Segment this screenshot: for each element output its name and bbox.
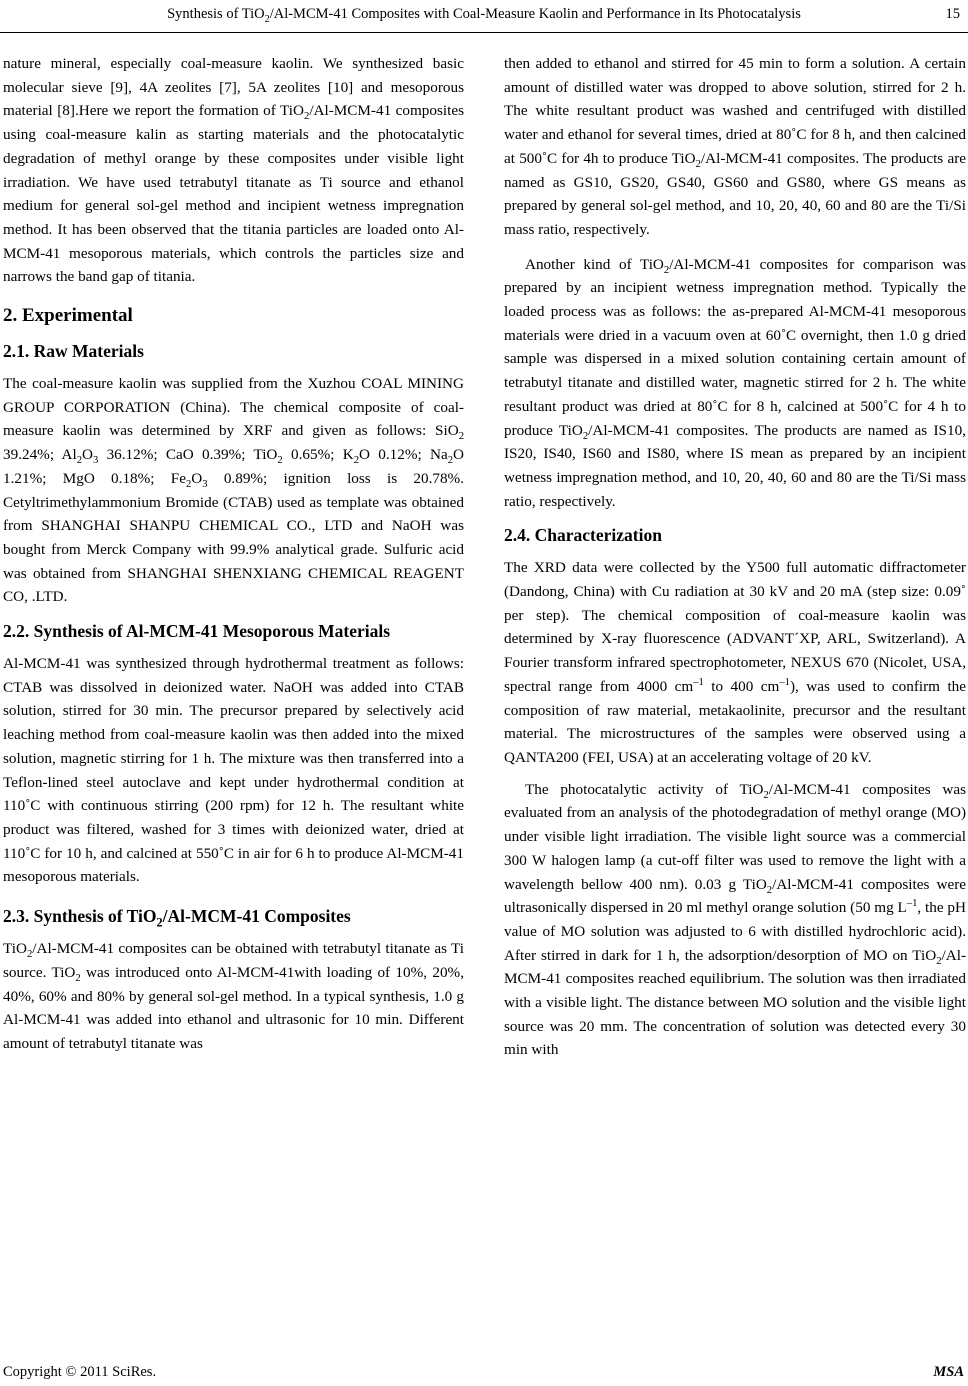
subsection-heading-raw-materials: 2.1. Raw Materials bbox=[3, 341, 144, 362]
page-footer bbox=[0, 1364, 968, 1384]
impregnation-method-paragraph: Another kind of TiO$_2$/Al-MCM-41 composites for comparison was prepared by an incipient wetness impregnation method. Typically the loaded process was as follows: the as-prepared Al-MCM-41 mesoporous materials were dried in a vacuum oven at 60˚C overnight, then 1.0 g dried sample was dispersed in a mixed solution containing certain amount of tetrabutyl titanate and distilled water, magnetic stirred for 2 h. The white resultant product was dried at 80˚C for 8 h, calcined at 500˚C for 4 h to produce TiO$_2$/Al-MCM-41 composites. The products are named as IS10, IS20, IS40, IS60 and IS80, where IS mean as prepared by an incipient wetness impregnation method, and 10, 20, 40, 60 and 80 are the Ti/Si mass ratio, respectively. bbox=[504, 255, 966, 510]
page-number: 15 bbox=[945, 6, 960, 22]
running-header bbox=[0, 6, 968, 28]
header-rule bbox=[0, 32, 968, 33]
right-column bbox=[504, 52, 966, 1062]
photocatalytic-activity-paragraph: The photocatalytic activity of TiO$_2$/Al-MCM-41 composites was evaluated from an analysis of the photodegradation of methyl orange (MO) under visible light irradiation. The visible light source was a commercial 300 W halogen lamp (a cut-off filter was used to remove the light with a wavelength bellow 400 nm). 0.03 g TiO$_2$/Al-MCM-41 composites were ultrasonically dispersed in 20 ml methyl orange solution (50 mg $L^{-1}$, the pH value of MO solution was adjusted to 6 with distilled hydrochloric acid). After stirred in dark for 1 h, the adsorption/desorption of MO on TiO$_2$/Al-MCM-41 composites reached equilibrium. The solution was then irradiated with a visible light. The distance between MO solution and the visible light source was 20 mm. The concentration of solution was detected every 30 min with bbox=[504, 780, 966, 1059]
journal-abbreviation: MSA bbox=[933, 1364, 964, 1380]
section-heading-experimental: 2. Experimental bbox=[3, 305, 133, 327]
running-title: Synthesis of TiO$_2$/Al-MCM-41 Composites with Coal-Measure Kaolin and Performance in Its Photocatalysis bbox=[167, 6, 801, 25]
intro-paragraph: nature mineral, especially coal-measure kaolin. We synthesized basic molecular sieve [9], 4A zeolites [7], 5A zeolites [10] and mesoporous material [8].Here we report the formation of TiO$_2$/Al-MCM-41 composites using coal-measure kalin as starting materials and the photocatalytic degradation of methyl orange by these composites under visible light irradiation. We have used tetrabutyl titanate as Ti source and ethanol medium for general sol-gel method and incipient wetness impregnation method. It has been observed that the titania particles are loaded onto Al-MCM-41 mesoporous materials, which controls the particles size and narrows the band gap of titania. bbox=[3, 55, 464, 286]
subsection-heading-composites-synthesis: 2.3. Synthesis of TiO$_2$/Al-MCM-41 Composites bbox=[3, 906, 351, 930]
composites-synthesis-continued-paragraph: then added to ethanol and stirred for 45 min to form a solution. A certain amount of distilled water was dropped to above solution, stirred for 2 h. The white resultant product was washed and centrifuged with distilled water and ethanol for several times, dried at 80˚C for 8 h, and then calcined at 500˚C for 4h to produce TiO$_2$/Al-MCM-41 composites. The products are named as GS10, GS20, GS40, GS60 and GS80, where GS means as prepared by general sol-gel method, and 10, 20, 40, 60 and 80 are the Ti/Si mass ratio, respectively. bbox=[504, 55, 966, 238]
al-mcm-41-synthesis-paragraph: Al-MCM-41 was synthesized through hydrothermal treatment as follows: CTAB was dissolved in deionized water. NaOH was added into CTAB solution, stirred for 30 min. The precursor prepared by selectively acid leaching method from coal-measure kaolin was then added into the mixed solution, magnetic stirring for 1 h. The mixture was then transferred into a Teflon-lined steel autoclave and kept under hydrothermal condition at 110˚C with continuous stirring (200 rpm) for 12 h. The resultant white product was filtered, washed for 3 times with deionized water, dried at 110˚C for 10 h, and calcined at 550˚C in air for 6 h to produce Al-MCM-41 mesoporous materials. bbox=[3, 655, 464, 886]
characterization-paragraph: The XRD data were collected by the Y500 full automatic diffractometer (Dandong, China) with Cu radiation at 30 kV and 20 mA (step size: 0.09˚ per step). The chemical composition of coal-measure kaolin was determined by X-ray fluorescence (ADVANT´XP, ARL, Switzerland). A Fourier transform infrared spectrophotometer, NEXUS 670 (Nicolet, USA, spectral range from 4000 $cm^{-1}$ to 400 $cm^{-1}$), was used to confirm the composition of raw material, metakaolinite, precursor and the resultant material. The microstructures of the samples were observed using a QANTA200 (FEI, USA) at an accelerating voltage of 20 kV. bbox=[504, 559, 967, 766]
subsection-heading-characterization: 2.4. Characterization bbox=[504, 525, 662, 546]
copyright-notice: Copyright © 2011 SciRes. bbox=[3, 1364, 157, 1380]
left-column bbox=[3, 52, 464, 1056]
composites-synthesis-paragraph: TiO$_2$/Al-MCM-41 composites can be obtained with tetrabutyl titanate as Ti source. TiO$_2$ was introduced onto Al-MCM-41with loading of 10%, 20%, 40%, 60% and 80% by general sol-gel method. In a typical synthesis, 1.0 g Al-MCM-41 was added into ethanol and ultrasonic for 10 min. Different amount of tetrabutyl titanate was bbox=[3, 940, 464, 1052]
subsection-heading-al-mcm-41-synthesis: 2.2. Synthesis of Al-MCM-41 Mesoporous Materials bbox=[3, 621, 391, 642]
raw-materials-paragraph: The coal-measure kaolin was supplied from the Xuzhou COAL MINING GROUP CORPORATION (China). The chemical composite of coal-measure kaolin was determined by XRF and given as follows: SiO$_2$ 39.24%; $Al_2O_3$ 36.12%; CaO 0.39%; TiO$_2$ 0.65%; $K_2O$ 0.12%; $Na_2O$ 1.21%; MgO 0.18%; $Fe_2O_3$ 0.89%; ignition loss is 20.78%. Cetyltrimethylammonium Bromide (CTAB) used as template was obtained from SHANGHAI SHANPU CHEMICAL CO., LTD and NaOH was bought from Merck Company with 99.9% analytical grade. Sulfuric acid was obtained from SHANGHAI SHENXIANG CHEMICAL REAGENT CO, .LTD. bbox=[3, 375, 464, 606]
